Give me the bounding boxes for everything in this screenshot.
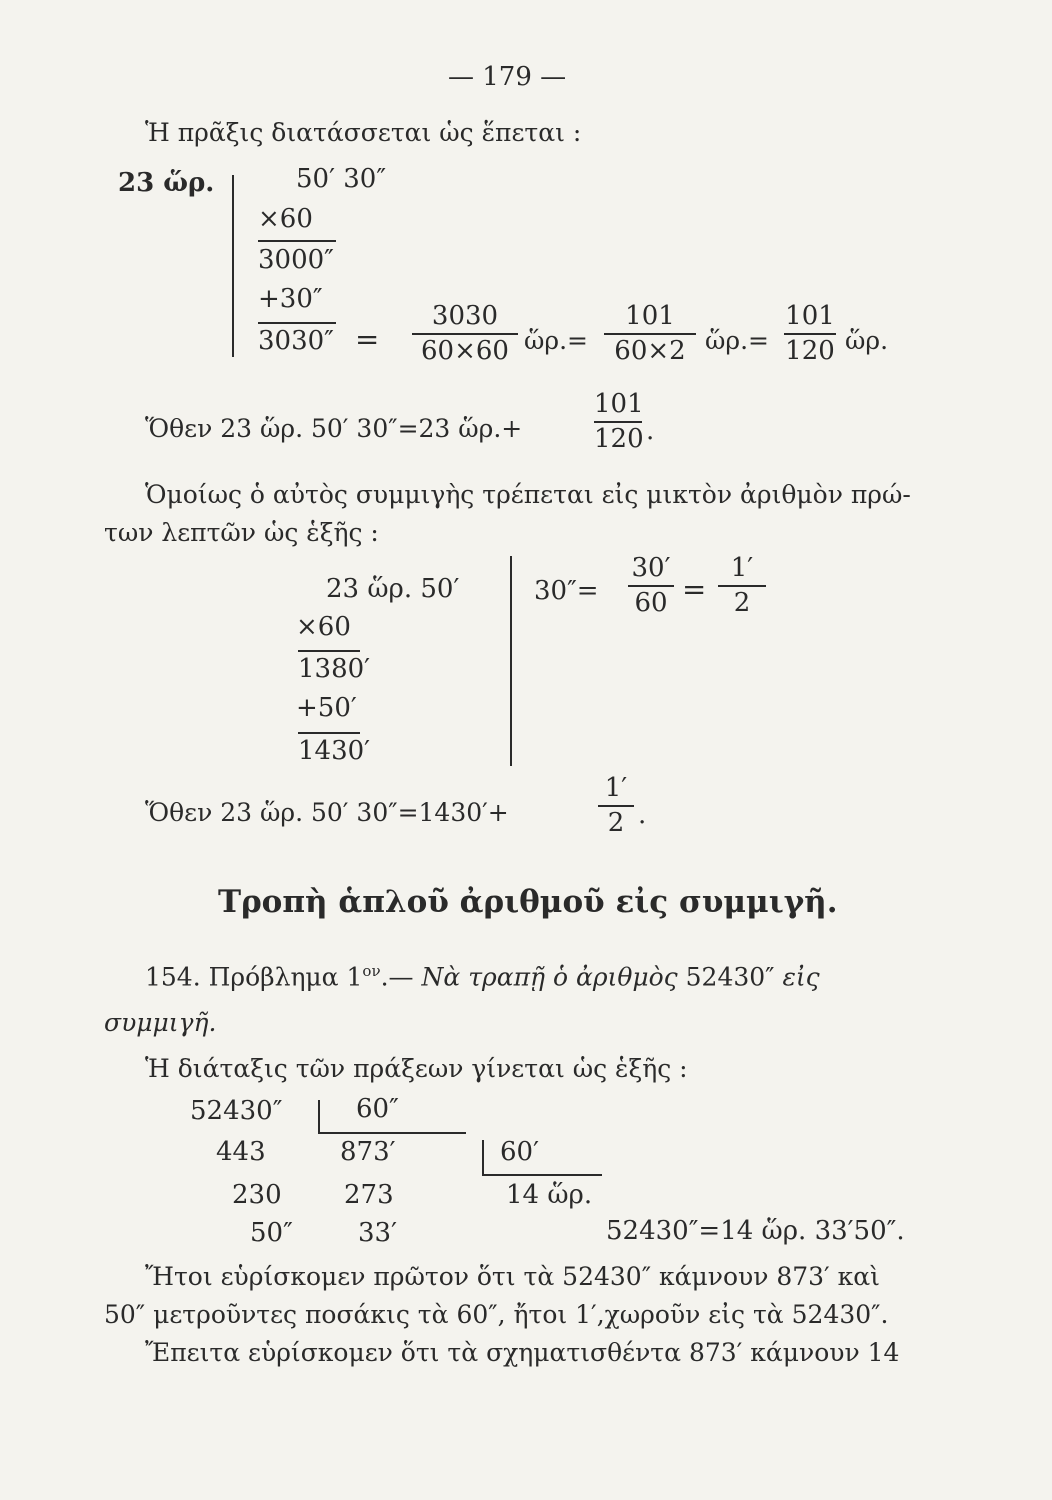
fraction-numerator: 101: [785, 301, 835, 331]
calc1-unit-2: ὥρ.=: [705, 326, 769, 355]
calc2-right-equals: =: [682, 572, 707, 606]
division-remainder-2a: 273: [344, 1180, 394, 1210]
fraction-numerator: 1′: [730, 553, 754, 583]
calc1-unit-1: ὥρ.=: [524, 326, 588, 355]
calc2-right-fraction-1: [628, 554, 674, 617]
fraction-denominator: 60: [634, 587, 668, 618]
fraction-bar: [594, 421, 642, 423]
fraction-bar: [412, 333, 518, 335]
fraction-denominator: 60×60: [421, 335, 509, 366]
fraction-numerator: 101: [625, 301, 675, 331]
calc1-fraction-3: [784, 302, 836, 365]
calc1-unit-3: ὥρ.: [845, 326, 889, 355]
division-divisor-2: 60′: [500, 1137, 539, 1167]
page-number: — 179 —: [448, 62, 567, 92]
calc1-result-1: 3000″: [258, 245, 334, 275]
fraction-bar: [718, 585, 766, 587]
division-rule-2: [482, 1174, 602, 1176]
intro-line: Ἡ πρᾶξις διατάσσεται ὡς ἕπεται :: [145, 118, 582, 147]
calc2-addend: +50′: [296, 693, 357, 723]
calc2-right-lhs: 30″=: [534, 576, 599, 606]
calc1-multiplier: ×60: [258, 204, 313, 234]
fraction-denominator: 120: [785, 335, 835, 366]
division-remainder-2b: 33′: [358, 1218, 397, 1248]
fraction-bar: [628, 585, 674, 587]
problem-ordinal: ον: [362, 962, 381, 980]
fraction-numerator: 30′: [631, 553, 671, 583]
result1-period: .: [646, 416, 655, 446]
division-rule-1: [318, 1132, 466, 1134]
calc2-rule-2: [298, 732, 360, 734]
fraction-denominator: 120: [594, 423, 644, 454]
division-remainder-1b: 230: [232, 1180, 282, 1210]
calc2-divider: [510, 556, 512, 766]
fraction-denominator: 60×2: [614, 335, 686, 366]
fraction-numerator: 101: [594, 389, 644, 419]
problem-line-2: συμμιγῆ.: [104, 1008, 217, 1037]
calc2-result-2: 1430′: [298, 736, 371, 766]
calc1-rule-1: [258, 240, 336, 242]
calc2-result-1: 1380′: [298, 654, 371, 684]
division-result: 52430″=14 ὥρ. 33′50″.: [606, 1216, 905, 1246]
para2-line-1: Ὁμοίως ὁ αὐτὸς συμμιγὴς τρέπεται εἰς μικτὸν ἀριθμὸν πρώ-: [145, 480, 911, 509]
para2-line-2: των λεπτῶν ὡς ἑξῆς :: [104, 518, 379, 547]
division-dividend: 52430″: [190, 1096, 283, 1126]
problem-value: 52430″: [685, 962, 775, 992]
intro-line-3: Ἡ διάταξις τῶν πράξεων γίνεται ὡς ἑξῆς :: [145, 1054, 688, 1083]
result2-text: Ὅθεν 23 ὥρ. 50′ 30″=1430′+: [145, 798, 509, 827]
calc1-fraction-2: [604, 302, 696, 365]
division-divisor-1: 60″: [356, 1094, 399, 1124]
final-line-2: 50″ μετροῦντες ποσάκις τὰ 60″, ἤτοι 1′,χωροῦν εἰς τὰ 52430″.: [104, 1300, 889, 1329]
division-quotient-2: 14 ὥρ.: [506, 1180, 593, 1210]
division-bracket-2: [482, 1140, 484, 1174]
division-remainder-1a: 443: [216, 1137, 266, 1167]
division-quotient-1: 873′: [340, 1137, 396, 1167]
problem-italic-2: εἰς: [782, 962, 820, 992]
final-line-1: Ἤτοι εὑρίσκομεν πρῶτον ὅτι τὰ 52430″ κάμνουν 873′ καὶ: [145, 1262, 880, 1291]
fraction-denominator: 2: [733, 587, 751, 618]
result2-period: .: [638, 800, 647, 830]
calc2-top: 23 ὥρ. 50′: [326, 574, 460, 604]
calc2-multiplier: ×60: [296, 612, 351, 642]
fraction-numerator: 3030: [431, 301, 499, 331]
calc1-fraction-1: [412, 302, 518, 365]
fraction-denominator: 2: [607, 807, 625, 838]
section-heading: Τροπὴ ἁπλοῦ ἀριθμοῦ εἰς συμμιγῆ.: [218, 884, 838, 920]
calc2-right-fraction-2: [718, 554, 766, 617]
fraction-bar: [604, 333, 696, 335]
problem-italic: Νὰ τραπῇ ὁ ἀριθμὸς: [421, 962, 678, 992]
calc1-addend: +30″: [258, 284, 323, 314]
calc1-divider: [232, 175, 234, 357]
result1-fraction: [594, 390, 642, 453]
calc1-hours: 23 ὥρ.: [118, 168, 215, 198]
problem-dash: .—: [380, 962, 414, 992]
fraction-bar: [598, 805, 634, 807]
division-remainder-1c: 50″: [250, 1218, 293, 1248]
final-line-3: Ἔπειτα εὑρίσκομεν ὅτι τὰ σχηματισθέντα 873′ κάμνουν 14: [145, 1338, 900, 1367]
calc2-rule-1: [298, 650, 360, 652]
calc1-result-2: 3030″: [258, 326, 334, 356]
problem-number: 154. Πρόβλημα 1: [145, 962, 363, 992]
result1-text: Ὅθεν 23 ὥρ. 50′ 30″=23 ὥρ.+: [145, 414, 523, 443]
calc1-rule-2: [258, 322, 336, 324]
fraction-bar: [784, 333, 836, 335]
calc1-equals: =: [355, 322, 380, 356]
fraction-numerator: 1′: [604, 773, 628, 803]
calc1-top: 50′ 30″: [296, 164, 387, 194]
problem-line-1: [145, 962, 820, 991]
division-bracket-1: [318, 1100, 320, 1132]
result2-fraction: [598, 774, 634, 837]
